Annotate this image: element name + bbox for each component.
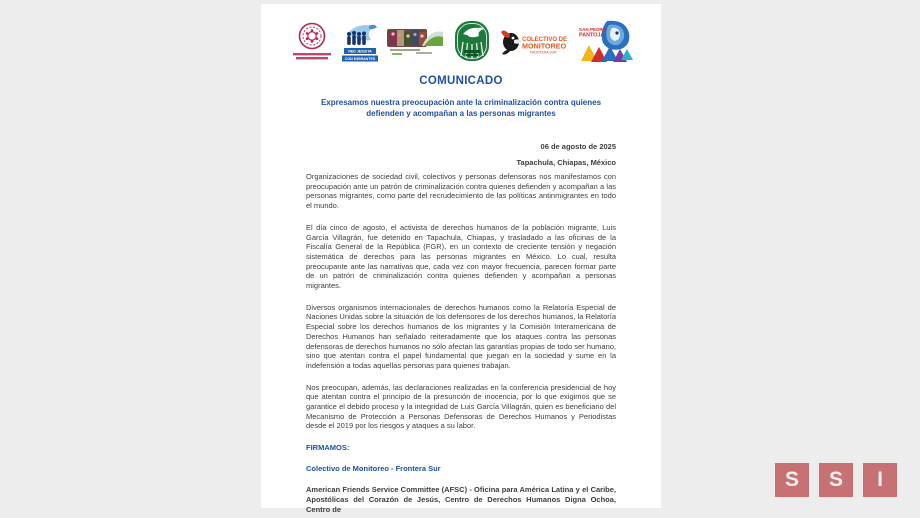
document-page <box>261 4 661 515</box>
date-line: 06 de agosto de 2025 <box>540 142 616 151</box>
red-jesuita-con-migrantes-logo <box>341 20 379 64</box>
firmamos-heading: FIRMAMOS: <box>306 443 350 453</box>
red-seal-icon <box>290 20 334 64</box>
jesuita-wordmark-line1: RED JESUITA <box>347 49 372 54</box>
ssi-watermark-logo <box>775 463 897 497</box>
collage-migrantes-logo <box>386 20 444 64</box>
signatory-lead: Colectivo de Monitoreo - Frontera Sur <box>306 464 441 474</box>
red-tdt-seal-logo <box>290 20 334 64</box>
monitoreo-wordmark-line1: COLECTIVO DE <box>521 37 567 43</box>
document-subtitle: Expresamos nuestra preocupación ante la criminalización contra quienes defienden y acompañan a las personas migrantes <box>320 98 602 118</box>
dove-emblem-icon <box>451 20 493 64</box>
document-title: COMUNICADO <box>419 75 503 87</box>
pantoja-wordmark-line2: PANTOJA <box>578 32 604 39</box>
green-dove-emblem-logo <box>451 20 493 64</box>
monitoreo-wordmark-line2: MONITOREO <box>521 41 566 51</box>
paragraph-3: Diversos organismos internacionales de derechos humanos como la Relatoría Especial de Naciones Unidas sobre la situación de los defensores de los derechos humanos, la Relatoría Especial sobre los derechos humanos de los migrantes y la Comisión Interamericana de Derechos Humanos han señalado reiteradamente que los ataques contra las personas defensoras de derechos humanos no sólo afectan las garantías propias de todo ser humano, sino que atentan contra el papel fundamental que juegan en la sociedad y sume en la indefensión a todas aquellas personas para quienes trabajan. <box>306 302 616 370</box>
ssi-letter-s1: S <box>775 463 809 497</box>
jesuita-figures-icon <box>341 20 379 64</box>
signatories-text: American Friends Service Committee (AFSC) - Oficina para América Latina y el Caribe, Apostólicas del Corazón de Jesús, Centro de Derechos Humanos Digna Ochoa, Centro de <box>306 485 616 515</box>
ssi-letter-s2: S <box>819 463 853 497</box>
location-line: Tapachula, Chiapas, México <box>516 158 616 167</box>
paragraph-4: Nos preocupan, además, las declaraciones realizadas en la conferencia presidencial de hoy que atentan contra el principio de la presunción de inocencia, por lo que exigimos que se garantice el debido proceso y la integridad de Luis García Villagrán, quien es beneficiario del Mecanismo de Protección a Personas Defensoras de Derechos Humanos y Periodistas desde el 2019 por los riesgos y ataques a su labor. <box>306 382 616 431</box>
monitoreo-wordmark-line3: FRONTERA SUR <box>529 50 557 55</box>
colectivo-monitoreo-logo <box>500 20 570 64</box>
jesuita-wordmark-line2: CON MIGRANTES <box>344 57 375 62</box>
ssi-letter-i: I <box>863 463 897 497</box>
pantoja-face-icon <box>577 19 633 65</box>
paragraph-1: Organizaciones de sociedad civil, colectivos y personas defensoras nos manifestamos con preocupación ante un patrón de criminalización contra quienes defienden y acompañan a las personas migrantes, como parte del recrudecimiento de las políticas antinmigrantes en todo el mundo. <box>306 172 616 211</box>
logo-strip <box>279 18 643 66</box>
san-pedro-pantoja-logo <box>577 19 633 65</box>
people-collage-icon <box>386 20 444 64</box>
pantoja-wordmark-line1: SAN PEDRO <box>578 27 606 32</box>
paragraph-2: El día cinco de agosto, el activista de derechos humanos de la población migrante, Luis García Villagrán, fue detenido en Tapachula, Chiapas, y trasladado a las oficinas de la Fiscalía General de la República (FGR), en un contexto de creciente tensión y negación sistemática de derechos para las personas migrantes en México. Lo cual, resulta preocupante ante las narrativas que, cada vez con mayor frecuencia, parecen formar parte de un patrón de criminalización contra quienes defienden y acompañan a personas migrantes. <box>306 222 616 291</box>
toucan-icon <box>500 20 570 64</box>
